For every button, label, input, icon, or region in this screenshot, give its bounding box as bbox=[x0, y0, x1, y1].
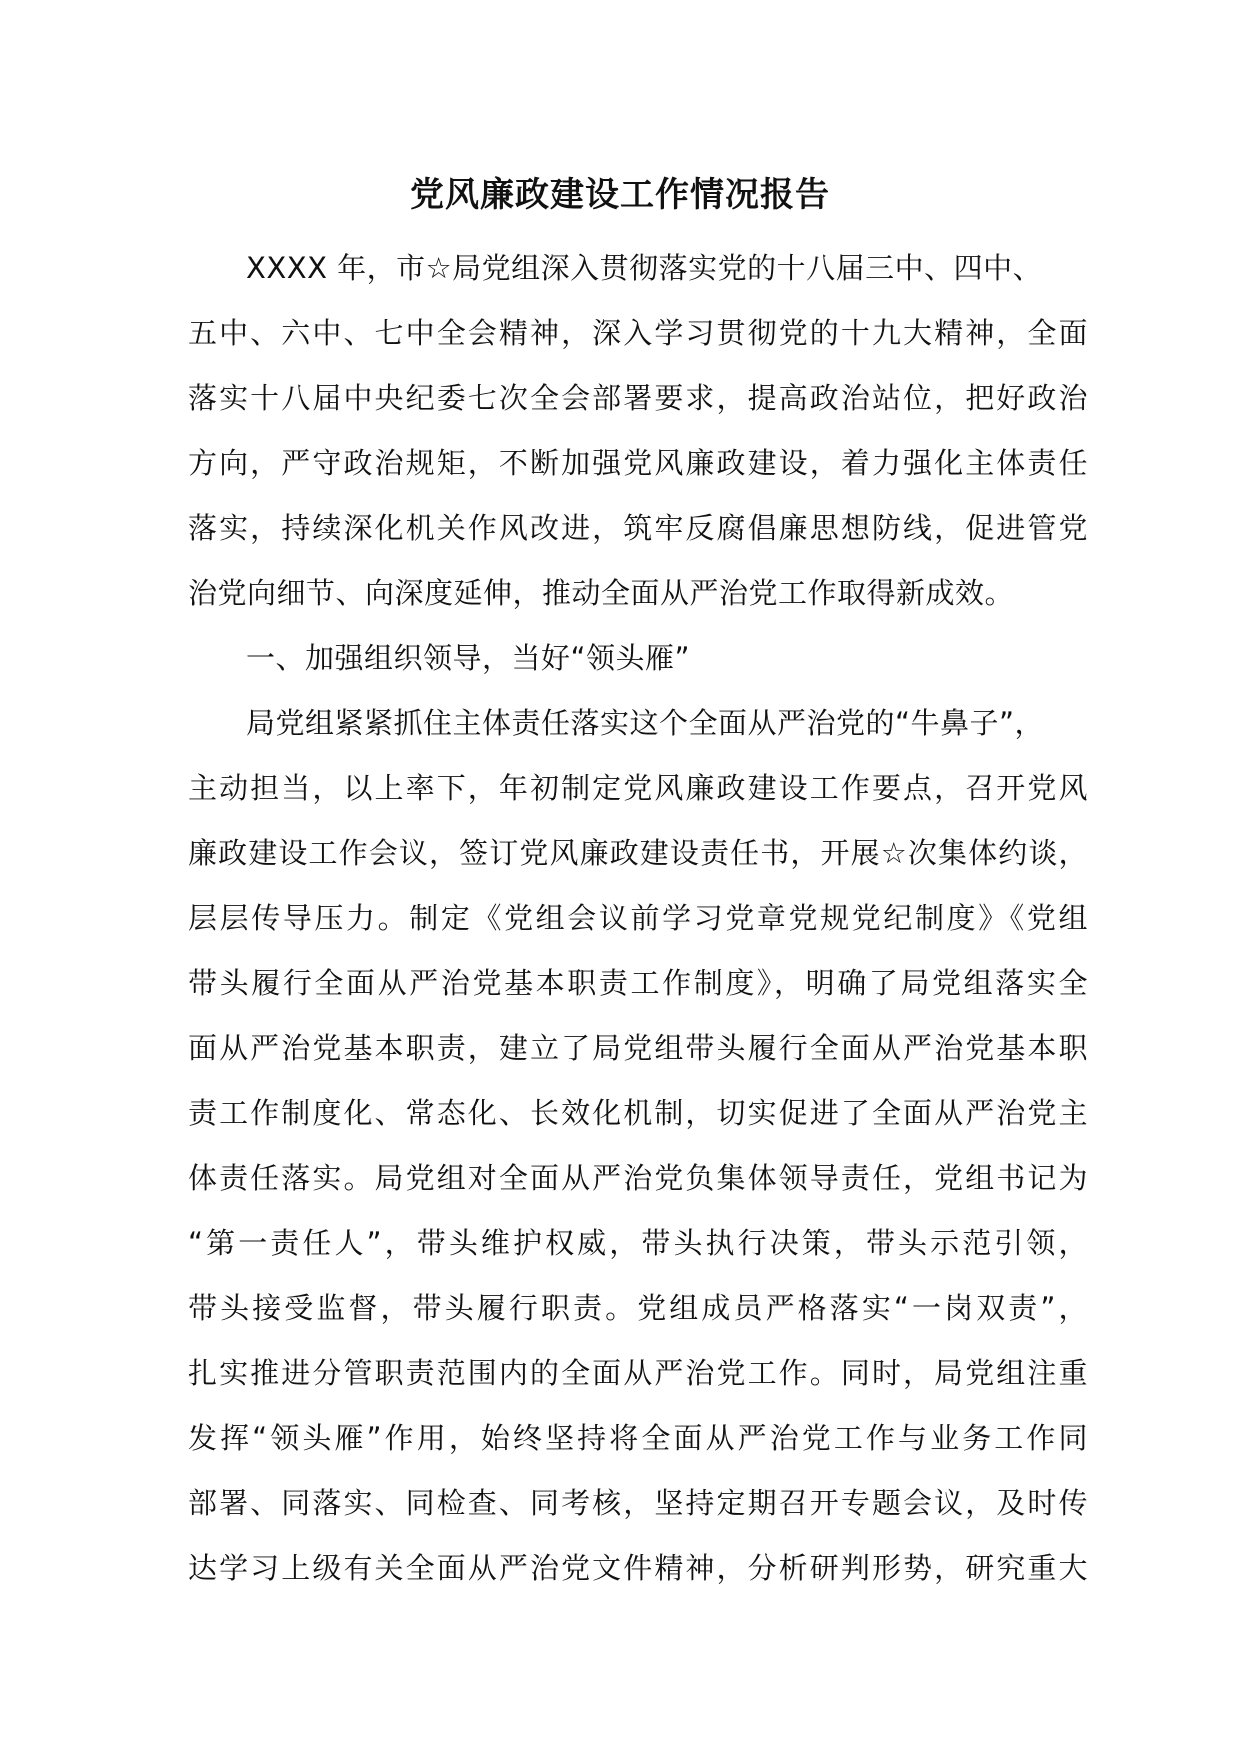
paragraph-2-line-11: 扎实推进分管职责范围内的全面从严治党工作。同时，局党组注重 bbox=[188, 1356, 1088, 1390]
paragraph-2-line-5: 带头履行全面从严治党基本职责工作制度》，明确了局党组落实全 bbox=[188, 966, 1088, 1000]
paragraph-1-line-5: 落实，持续深化机关作风改进，筑牢反腐倡廉思想防线，促进管党 bbox=[188, 511, 1088, 545]
document-body bbox=[188, 236, 1088, 1601]
paragraph-1-line-1: XXXX 年，市☆局党组深入贯彻落实党的十八届三中、四中、 bbox=[246, 251, 1043, 285]
paragraph-1-line-6: 治党向细节、向深度延伸，推动全面从严治党工作取得新成效。 bbox=[188, 576, 1015, 610]
paragraph-1-line-3: 落实十八届中央纪委七次全会部署要求，提高政治站位，把好政治 bbox=[188, 381, 1088, 415]
paragraph-2-line-3: 廉政建设工作会议，签订党风廉政建设责任书，开展☆次集体约谈， bbox=[188, 836, 1088, 870]
paragraph-2-line-6: 面从严治党基本职责，建立了局党组带头履行全面从严治党基本职 bbox=[188, 1031, 1088, 1065]
paragraph-2-line-2: 主动担当，以上率下，年初制定党风廉政建设工作要点，召开党风 bbox=[188, 771, 1088, 805]
paragraph-2-line-9: “第一责任人”，带头维护权威，带头执行决策，带头示范引领， bbox=[188, 1226, 1088, 1260]
paragraph-1-line-2: 五中、六中、七中全会精神，深入学习贯彻党的十九大精神，全面 bbox=[188, 316, 1088, 350]
paragraph-2-line-14: 达学习上级有关全面从严治党文件精神，分析研判形势，研究重大 bbox=[188, 1551, 1088, 1585]
paragraph-2-line-13: 部署、同落实、同检查、同考核，坚持定期召开专题会议，及时传 bbox=[188, 1486, 1088, 1520]
paragraph-2-line-8: 体责任落实。局党组对全面从严治党负集体领导责任，党组书记为 bbox=[188, 1161, 1088, 1195]
paragraph-2-line-7: 责工作制度化、常态化、长效化机制，切实促进了全面从严治党主 bbox=[188, 1096, 1088, 1130]
paragraph-1-line-4: 方向，严守政治规矩，不断加强党风廉政建设，着力强化主体责任 bbox=[188, 446, 1088, 480]
paragraph-2-line-1: 局党组紧紧抓住主体责任落实这个全面从严治党的“牛鼻子”， bbox=[246, 706, 1045, 740]
section-heading-1: 一、加强组织领导，当好“领头雁” bbox=[246, 641, 691, 675]
document-title: 党风廉政建设工作情况报告 bbox=[410, 175, 830, 215]
paragraph-2-line-10: 带头接受监督，带头履行职责。党组成员严格落实“一岗双责”， bbox=[188, 1291, 1088, 1325]
paragraph-2-line-12: 发挥“领头雁”作用，始终坚持将全面从严治党工作与业务工作同 bbox=[188, 1421, 1088, 1455]
paragraph-2-line-4: 层层传导压力。制定《党组会议前学习党章党规党纪制度》《党组 bbox=[188, 901, 1088, 935]
